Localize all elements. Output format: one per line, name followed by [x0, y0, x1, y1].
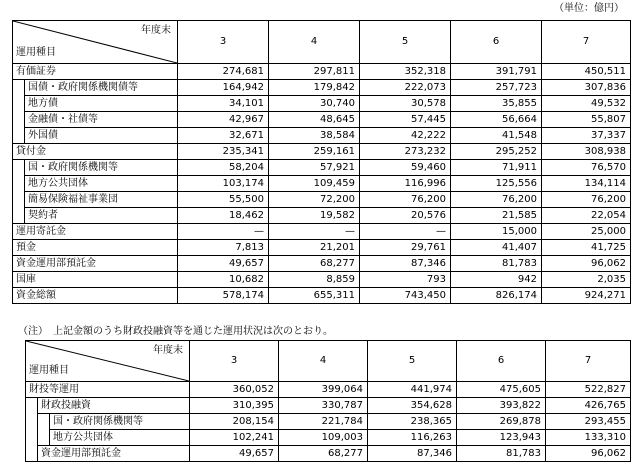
- indent-cell: [26, 446, 38, 462]
- value-cell: 2,035: [542, 272, 631, 288]
- value-cell: 96,062: [542, 256, 631, 272]
- row-label: 外国債: [25, 128, 178, 144]
- table-row: [13, 224, 631, 240]
- indent-cell: [26, 430, 38, 446]
- value-cell: 352,318: [360, 64, 451, 80]
- value-cell: 49,657: [178, 256, 269, 272]
- table-row: [13, 144, 631, 160]
- value-cell: 72,200: [269, 192, 360, 208]
- value-cell: 57,921: [269, 160, 360, 176]
- value-cell: 96,062: [546, 446, 631, 462]
- value-cell: 426,765: [546, 398, 631, 414]
- year-header: 5: [360, 21, 451, 64]
- value-cell: 34,101: [178, 96, 269, 112]
- value-cell: 18,462: [178, 208, 269, 224]
- value-cell: 29,761: [360, 240, 451, 256]
- fund-allocation-table: [12, 20, 631, 304]
- year-header: 5: [368, 341, 457, 382]
- value-cell: 20,576: [360, 208, 451, 224]
- value-cell: 42,222: [360, 128, 451, 144]
- value-cell: 55,500: [178, 192, 269, 208]
- table-row: [26, 382, 631, 398]
- value-cell: 109,003: [279, 430, 368, 446]
- value-cell: 10,682: [178, 272, 269, 288]
- row-label: 金融債・社債等: [25, 112, 178, 128]
- row-label: 地方公共団体: [25, 176, 178, 192]
- table-row: [13, 96, 631, 112]
- value-cell: 81,783: [457, 446, 546, 462]
- value-cell: 49,532: [542, 96, 631, 112]
- value-cell: 41,548: [451, 128, 542, 144]
- indent-cell: [13, 96, 25, 112]
- value-cell: 942: [451, 272, 542, 288]
- table-row: [26, 446, 631, 462]
- indent-cell: [38, 430, 50, 446]
- value-cell: 35,855: [451, 96, 542, 112]
- value-cell: 30,740: [269, 96, 360, 112]
- row-label: 財投等運用: [26, 382, 190, 398]
- table-row: [13, 272, 631, 288]
- value-cell: 450,511: [542, 64, 631, 80]
- value-cell: 134,114: [542, 176, 631, 192]
- value-cell: 76,200: [451, 192, 542, 208]
- value-cell: 354,628: [368, 398, 457, 414]
- indent-cell: [13, 192, 25, 208]
- row-label: 契約者: [25, 208, 178, 224]
- value-cell: 116,996: [360, 176, 451, 192]
- row-label: 財政投融資: [38, 398, 190, 414]
- value-cell: 32,671: [178, 128, 269, 144]
- value-cell: 22,054: [542, 208, 631, 224]
- row-label: 資金運用部預託金: [38, 446, 190, 462]
- year-header: 3: [190, 341, 279, 382]
- value-cell: 30,578: [360, 96, 451, 112]
- header-corner-cell: [13, 21, 178, 64]
- row-label: 国債・政府関係機関債等: [25, 80, 178, 96]
- value-cell: 475,605: [457, 382, 546, 398]
- indent-cell: [26, 398, 38, 414]
- year-header: 6: [451, 21, 542, 64]
- table-row: [13, 128, 631, 144]
- table-note: （注） 上記金額のうち財政投融資等を通じた運用状況は次のとおり。: [18, 326, 333, 337]
- value-cell: 208,154: [190, 414, 279, 430]
- value-cell: 76,570: [542, 160, 631, 176]
- value-cell: 42,967: [178, 112, 269, 128]
- value-cell: 103,174: [178, 176, 269, 192]
- year-header: 7: [546, 341, 631, 382]
- row-label: 地方公共団体: [50, 430, 190, 446]
- value-cell: 164,942: [178, 80, 269, 96]
- year-header-label: 年度末: [153, 345, 184, 356]
- value-cell: 330,787: [279, 398, 368, 414]
- table-row: [13, 160, 631, 176]
- table-row: [13, 80, 631, 96]
- row-label: 地方債: [25, 96, 178, 112]
- value-cell: 76,200: [542, 192, 631, 208]
- value-cell: 125,556: [451, 176, 542, 192]
- category-header-label: 運用種目: [29, 365, 69, 376]
- year-header: 3: [178, 21, 269, 64]
- value-cell: 310,395: [190, 398, 279, 414]
- row-label: 国・政府関係機関等: [50, 414, 190, 430]
- value-cell: 55,807: [542, 112, 631, 128]
- value-cell: —: [360, 224, 451, 240]
- fiscal-investment-table: [25, 340, 631, 462]
- value-cell: 7,813: [178, 240, 269, 256]
- value-cell: 655,311: [269, 288, 360, 304]
- table-row: [26, 414, 631, 430]
- value-cell: 308,938: [542, 144, 631, 160]
- value-cell: 56,664: [451, 112, 542, 128]
- row-label: 国・政府関係機関等: [25, 160, 178, 176]
- value-cell: 222,073: [360, 80, 451, 96]
- table-row: [26, 398, 631, 414]
- value-cell: 399,064: [279, 382, 368, 398]
- header-corner-cell: [26, 341, 190, 382]
- unit-label: （単位：億円）: [554, 3, 624, 14]
- value-cell: 269,878: [457, 414, 546, 430]
- value-cell: 87,346: [368, 446, 457, 462]
- value-cell: 297,811: [269, 64, 360, 80]
- row-label: 預金: [13, 240, 178, 256]
- value-cell: 58,204: [178, 160, 269, 176]
- year-header: 4: [269, 21, 360, 64]
- value-cell: 81,783: [451, 256, 542, 272]
- value-cell: 793: [360, 272, 451, 288]
- value-cell: 109,459: [269, 176, 360, 192]
- value-cell: 133,310: [546, 430, 631, 446]
- value-cell: 49,657: [190, 446, 279, 462]
- table-row: [13, 288, 631, 304]
- value-cell: 274,681: [178, 64, 269, 80]
- indent-cell: [13, 128, 25, 144]
- table-row: [13, 256, 631, 272]
- table-row: [13, 64, 631, 80]
- value-cell: 71,911: [451, 160, 542, 176]
- indent-cell: [13, 208, 25, 224]
- table-row: [13, 240, 631, 256]
- indent-cell: [38, 414, 50, 430]
- value-cell: 179,842: [269, 80, 360, 96]
- value-cell: 924,271: [542, 288, 631, 304]
- value-cell: 21,585: [451, 208, 542, 224]
- value-cell: 259,161: [269, 144, 360, 160]
- indent-cell: [13, 176, 25, 192]
- indent-cell: [13, 160, 25, 176]
- value-cell: 295,252: [451, 144, 542, 160]
- value-cell: 360,052: [190, 382, 279, 398]
- value-cell: 307,836: [542, 80, 631, 96]
- value-cell: 57,445: [360, 112, 451, 128]
- category-header-label: 運用種目: [16, 47, 56, 58]
- value-cell: 68,277: [269, 256, 360, 272]
- indent-cell: [26, 414, 38, 430]
- row-label: 資金運用部預託金: [13, 256, 178, 272]
- year-header: 6: [457, 341, 546, 382]
- value-cell: 102,241: [190, 430, 279, 446]
- value-cell: 116,263: [368, 430, 457, 446]
- row-label: 簡易保険福祉事業団: [25, 192, 178, 208]
- value-cell: —: [269, 224, 360, 240]
- value-cell: 38,584: [269, 128, 360, 144]
- value-cell: 87,346: [360, 256, 451, 272]
- value-cell: 68,277: [279, 446, 368, 462]
- row-label: 国庫: [13, 272, 178, 288]
- value-cell: 743,450: [360, 288, 451, 304]
- indent-cell: [13, 112, 25, 128]
- row-label: 貸付金: [13, 144, 178, 160]
- table-row: [13, 192, 631, 208]
- value-cell: 59,460: [360, 160, 451, 176]
- row-label: 資金総額: [13, 288, 178, 304]
- value-cell: 221,784: [279, 414, 368, 430]
- value-cell: 8,859: [269, 272, 360, 288]
- value-cell: 393,822: [457, 398, 546, 414]
- value-cell: 522,827: [546, 382, 631, 398]
- value-cell: 238,365: [368, 414, 457, 430]
- value-cell: —: [178, 224, 269, 240]
- value-cell: 391,791: [451, 64, 542, 80]
- row-label: 運用寄託金: [13, 224, 178, 240]
- table-row: [13, 176, 631, 192]
- value-cell: 37,337: [542, 128, 631, 144]
- value-cell: 21,201: [269, 240, 360, 256]
- table-row: [26, 430, 631, 446]
- value-cell: 257,723: [451, 80, 542, 96]
- indent-cell: [13, 80, 25, 96]
- value-cell: 19,582: [269, 208, 360, 224]
- value-cell: 41,725: [542, 240, 631, 256]
- value-cell: 41,407: [451, 240, 542, 256]
- year-header: 7: [542, 21, 631, 64]
- value-cell: 293,455: [546, 414, 631, 430]
- value-cell: 578,174: [178, 288, 269, 304]
- value-cell: 826,174: [451, 288, 542, 304]
- table-row: [13, 112, 631, 128]
- value-cell: 48,645: [269, 112, 360, 128]
- value-cell: 441,974: [368, 382, 457, 398]
- value-cell: 273,232: [360, 144, 451, 160]
- year-header-label: 年度末: [141, 25, 171, 36]
- table-row: [13, 208, 631, 224]
- year-header: 4: [279, 341, 368, 382]
- value-cell: 25,000: [542, 224, 631, 240]
- value-cell: 235,341: [178, 144, 269, 160]
- value-cell: 76,200: [360, 192, 451, 208]
- value-cell: 15,000: [451, 224, 542, 240]
- value-cell: 123,943: [457, 430, 546, 446]
- row-label: 有価証券: [13, 64, 178, 80]
